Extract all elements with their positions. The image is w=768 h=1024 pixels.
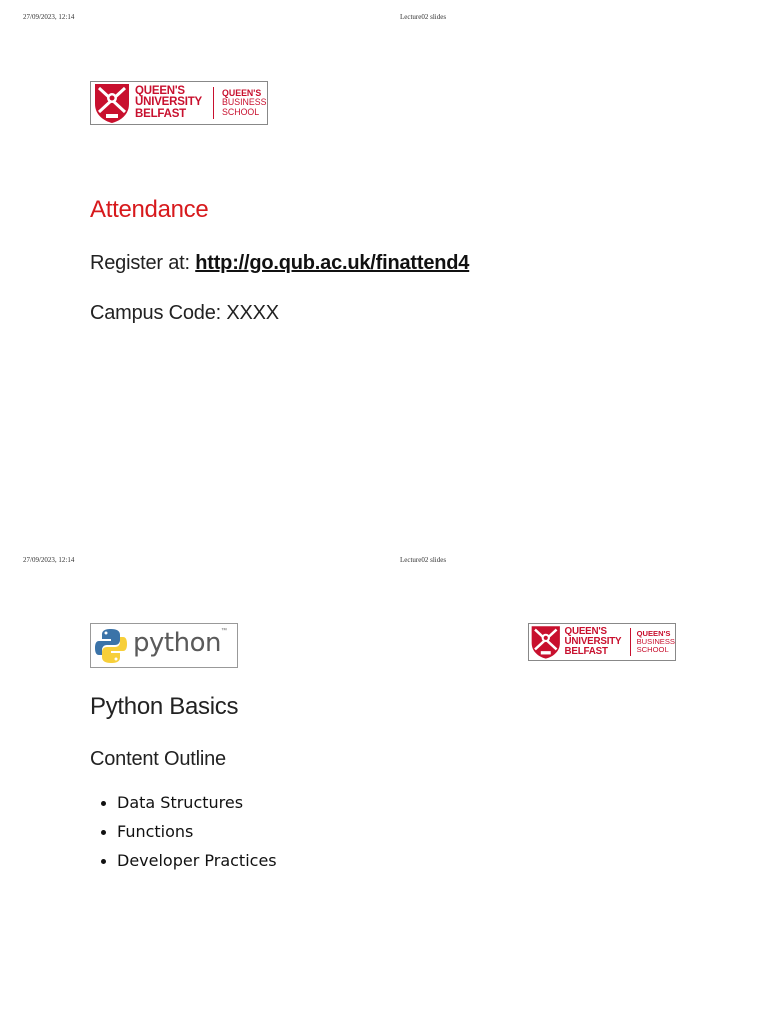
content-outline-heading: Content Outline [90,748,226,770]
qub-crest-icon [530,624,562,660]
qub-crest-icon [93,82,131,124]
bullet-icon [101,830,106,835]
logo-divider [630,628,631,656]
qub-business-school-logo [528,623,676,661]
register-label: Register at: [90,252,196,274]
list-item: Data Structures [99,793,277,822]
list-item: Functions [99,822,277,851]
qub-school-name: QUEEN'S BUSINESS SCHOOL [636,629,675,654]
bullet-icon [101,801,106,806]
outline-list [99,793,277,880]
print-date: 27/09/2023, 12:14 [23,13,75,21]
python-snake-icon [93,626,129,666]
print-date: 27/09/2023, 12:14 [23,556,75,564]
python-wordmark: python [133,627,221,658]
register-link[interactable]: http://go.qub.ac.uk/finattend4 [195,252,470,274]
qub-business-school-logo [90,81,268,125]
qub-university-name: QUEEN'S UNIVERSITY BELFAST [564,626,622,657]
logo-divider [213,87,214,119]
slide-title: Attendance [90,196,209,223]
qub-school-name: QUEEN'S BUSINESS SCHOOL [222,88,267,117]
list-item: Developer Practices [99,851,277,880]
register-line [90,252,469,275]
slide-title: Python Basics [90,693,239,720]
python-logo [90,623,238,668]
print-title: Lecture02 slides [400,13,447,21]
print-title: Lecture02 slides [400,556,447,564]
bullet-icon [101,859,106,864]
qub-university-name: QUEEN'S UNIVERSITY BELFAST [135,84,203,120]
trademark-symbol: ™ [221,628,227,634]
campus-code: Campus Code: XXXX [90,302,279,324]
